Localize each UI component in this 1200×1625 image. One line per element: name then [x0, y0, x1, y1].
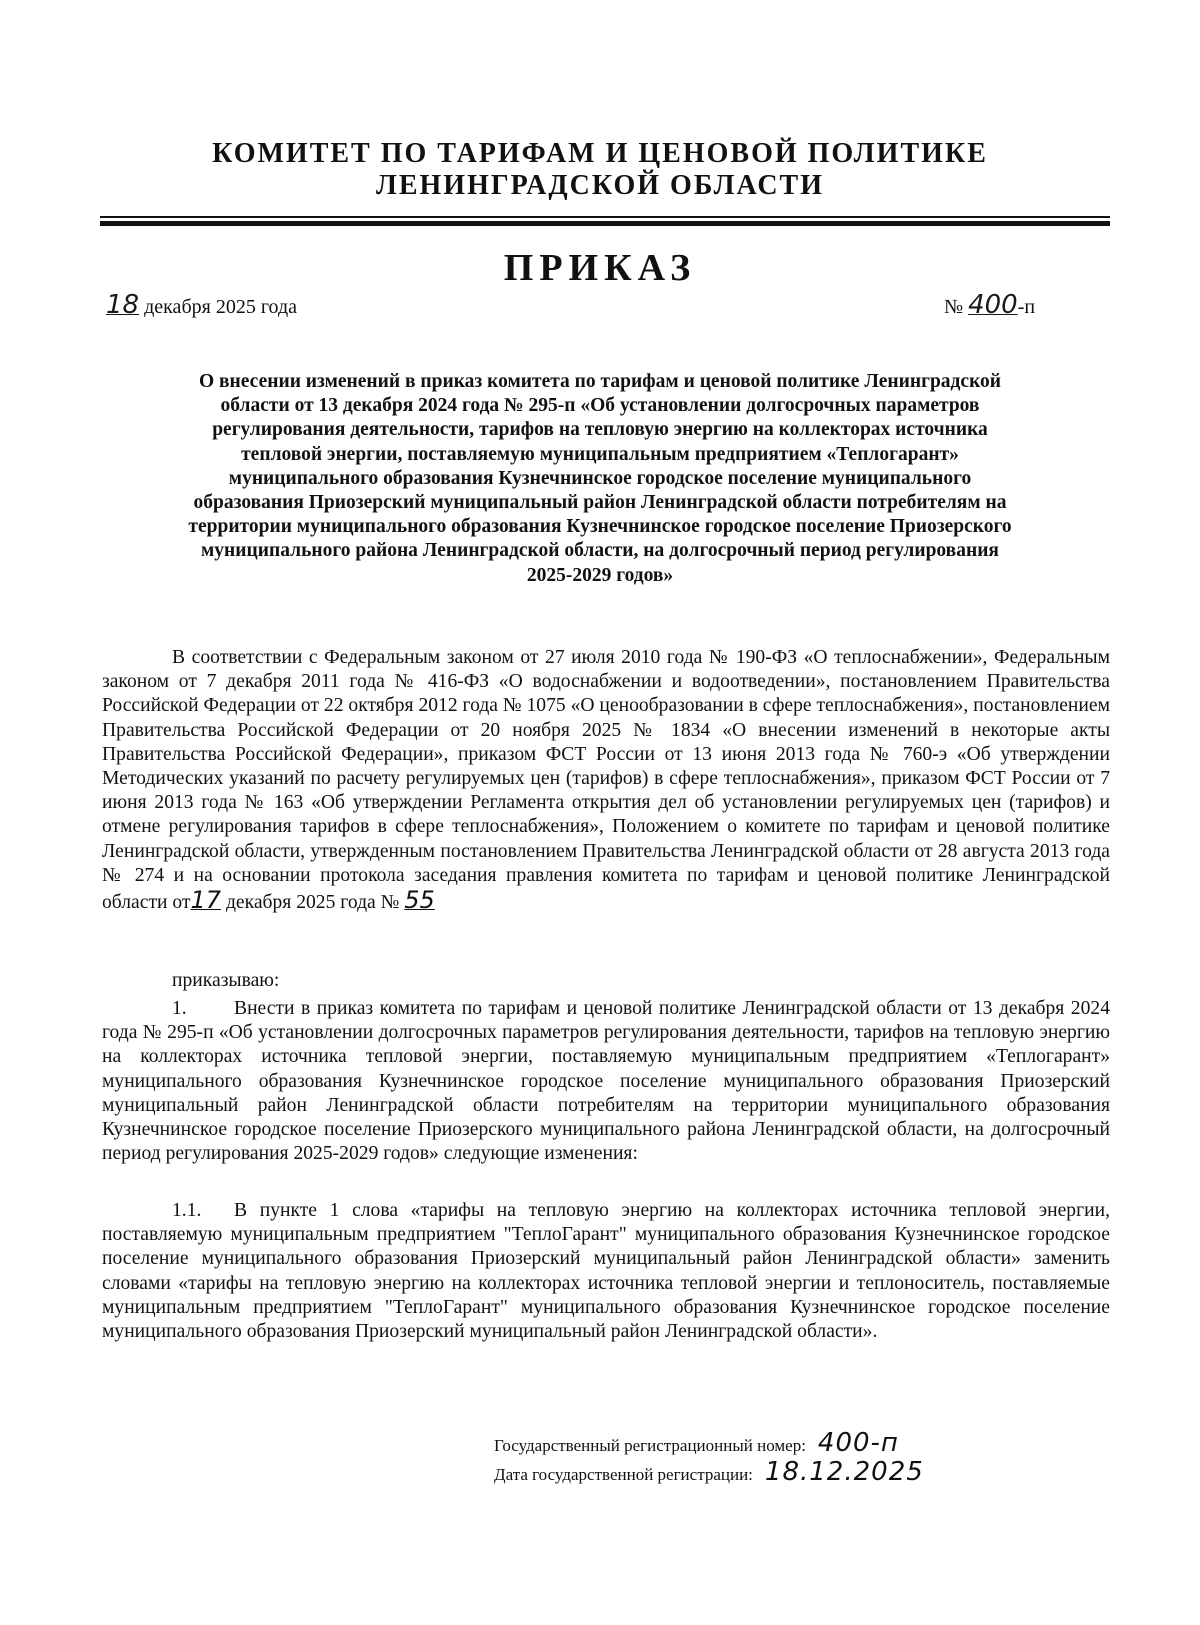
registration-date-label: Дата государственной регистрации: [494, 1465, 753, 1484]
protocol-date-rest: декабря 2025 года № [225, 892, 400, 914]
order-number-suffix: -п [1017, 296, 1036, 318]
subject-line: образования Приозерский муниципальный район Ленинградской области потребителям на [193, 492, 1007, 514]
order-subject [100, 370, 1100, 588]
subject-line: муниципального образования Кузнечнинское городское поселение муниципального [228, 467, 972, 489]
subject-line: регулирования деятельности, тарифов на тепловую энергию на коллекторах источника [212, 419, 988, 441]
document-type-title: ПРИКАЗ [503, 247, 697, 289]
subject-line: тепловой энергии, поставляемую муниципальным предприятием «Теплогарант» [241, 443, 959, 465]
registration-number-row [494, 1430, 924, 1459]
order-number-handwritten: 400 [968, 290, 1018, 320]
subject-line: территории муниципального образования Кузнечнинское городское поселение Приозерского [188, 516, 1012, 538]
order-directive: приказываю: [172, 970, 280, 991]
item-1-1-paragraph [102, 1199, 1110, 1344]
subject-line: О внесении изменений в приказ комитета по тарифам и ценовой политике Ленинградской [198, 371, 1002, 392]
subject-line: муниципального района Ленинградской области, на долгосрочный период регулирования [201, 540, 999, 562]
order-date-rest: декабря 2025 года [144, 296, 297, 318]
protocol-day-handwritten: 17 [190, 886, 222, 915]
protocol-number-handwritten: 55 [404, 886, 435, 915]
order-number-prefix: № [944, 296, 964, 318]
header-divider-thin [100, 216, 1110, 218]
registration-date-row [494, 1459, 924, 1488]
organization-title [100, 138, 1100, 202]
legal-basis-paragraph [102, 646, 1110, 915]
organization-title-line2: ЛЕНИНГРАДСКОЙ ОБЛАСТИ [375, 170, 825, 201]
item-1-text: Внести в приказ комитета по тарифам и ценовой политике Ленинградской области от 13 декабря 2024 года № 295-п «Об установлении долгосрочных параметров регулирования деятельности, тарифов на тепловую энергию на коллекторах источника тепловой энергии, поставляемую муниципальным предприятием «Теплогарант» муниципального образования Кузнечнинское городское поселение муниципального образования Приозерский муниципальный район Ленинградской области потребителям на территории муниципального образования Кузнечнинское городское поселение Приозерского муниципального района Ленинградской области, на долгосрочный период регулирования 2025-2029 годов» следующие изменения: [102, 998, 1110, 1165]
item-1-paragraph [102, 997, 1110, 1166]
item-1-1-text: В пункте 1 слова «тарифы на тепловую энергию на коллекторах источника тепловой энергии, поставляемую муниципальным предприятием "ТеплоГарант" муниципального образования Кузнечнинское городское поселение муниципального образования Приозерский муниципальный район Ленинградской области» заменить словами «тарифы на тепловую энергию на коллекторах источника тепловой энергии и теплоноситель, поставляемые муниципальным предприятием "ТеплоГарант" муниципального образования Кузнечнинское городское поселение муниципального образования Приозерский муниципальный район Ленинградской области». [102, 1200, 1110, 1343]
subject-line: области от 13 декабря 2024 года № 295-п «Об установлении долгосрочных параметров [220, 395, 980, 417]
registration-date-handwritten: 18.12.2025 [764, 1457, 924, 1487]
order-day-handwritten: 18 [106, 290, 140, 320]
registration-number-handwritten: 400-п [817, 1428, 899, 1458]
item-1-number: 1. [172, 998, 187, 1019]
registration-stamp [494, 1430, 924, 1488]
order-number [944, 290, 1035, 320]
order-date [106, 290, 297, 320]
subject-line: 2025-2029 годов» [526, 564, 674, 586]
item-1-1-number: 1.1. [172, 1200, 202, 1221]
legal-basis-text: В соответствии с Федеральным законом от 27 июля 2010 года № 190-ФЗ «О теплоснабжении», Федеральным законом от 7 декабря 2011 года № 416-ФЗ «О водоснабжении и водоотведении», постановлением Правительства Российской Федерации от 22 октября 2012 года № 1075 «О ценообразовании в сфере теплоснабжения», постановлением Правительства Российской Федерации от 20 ноября 2025 № 1834 «О внесении изменений в некоторые акты Правительства Российской Федерации», приказом ФСТ России от 13 июня 2013 года № 760-э «Об утверждении Методических указаний по расчету регулируемых цен (тарифов) в сфере теплоснабжения», приказом ФСТ России от 7 июня 2013 года № 163 «Об утверждении Регламента открытия дел об установлении регулируемых цен (тарифов) и отмене регулирования тарифов в сфере теплоснабжения», Положением о комитете по тарифам и ценовой политике Ленинградской области, утвержденным постановлением Правительства Ленинградской области от 28 августа 2013 года № 274 и на основании протокола заседания правления комитета по тарифам и ценовой политике Ленинградской области от [102, 647, 1110, 914]
registration-number-label: Государственный регистрационный номер: [494, 1436, 806, 1455]
organization-title-line1: КОМИТЕТ ПО ТАРИФАМ И ЦЕНОВОЙ ПОЛИТИКЕ [212, 138, 988, 169]
header-divider-thick [100, 221, 1110, 226]
